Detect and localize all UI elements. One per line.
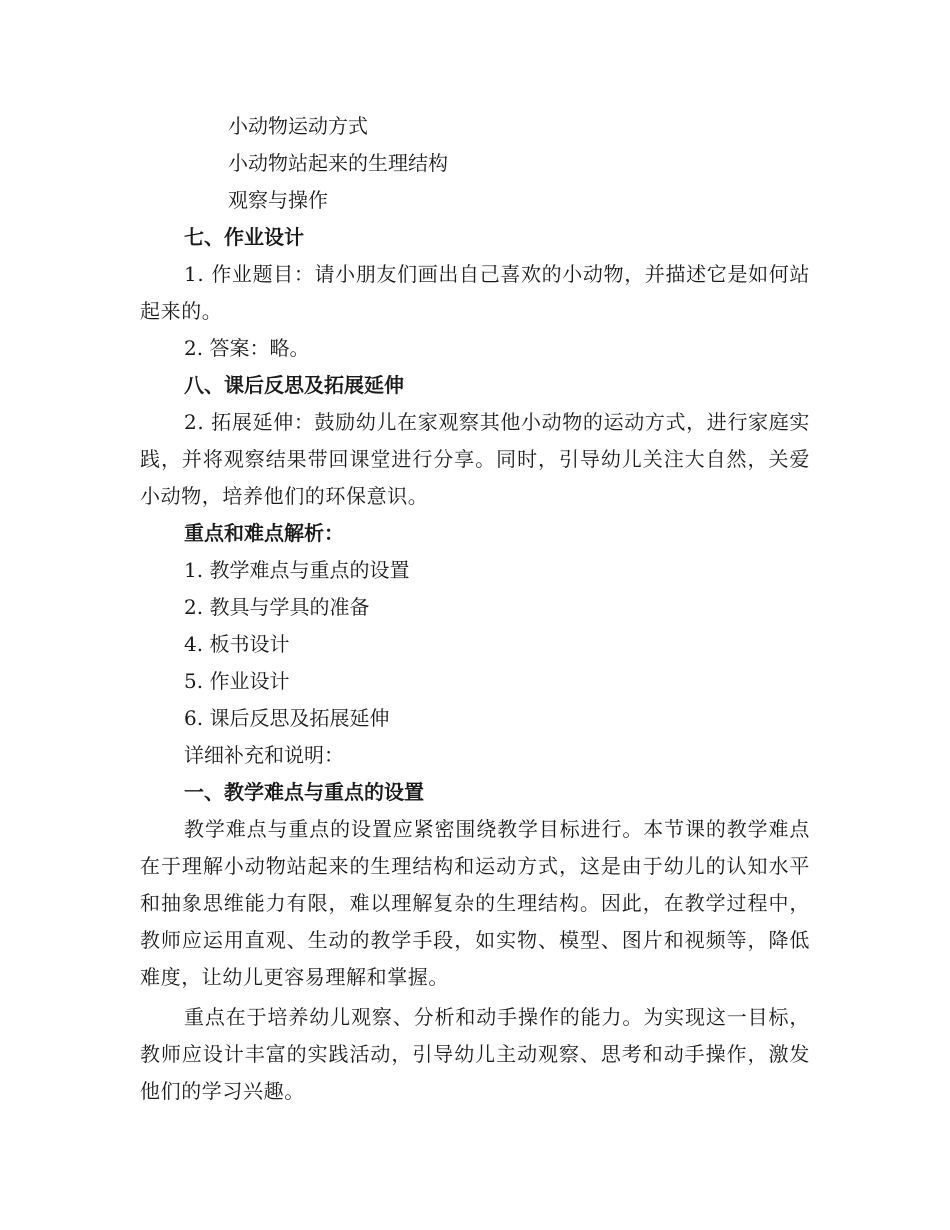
analysis-item: 5. 作业设计 — [184, 669, 290, 693]
section-heading-difficulty: 一、教学难点与重点的设置 — [184, 780, 424, 804]
analysis-heading: 重点和难点解析： — [184, 521, 344, 545]
analysis-item: 1. 教学难点与重点的设置 — [184, 558, 410, 582]
focus-paragraph: 重点在于培养幼儿观察、分析和动手操作的能力。为实现这一目标，教师应设计丰富的实践活动，引导幼儿主动观察、思考和动手操作，激发他们的学习兴趣。 — [140, 1005, 810, 1103]
analysis-item: 4. 板书设计 — [184, 632, 290, 656]
homework-item-2: 2. 答案：略。 — [184, 336, 310, 360]
section-heading-homework: 七、作业设计 — [184, 225, 304, 249]
outline-item: 小动物站起来的生理结构 — [228, 151, 448, 175]
document-page — [140, 108, 810, 1110]
section-heading-reflection: 八、课后反思及拓展延伸 — [184, 373, 404, 397]
analysis-item: 6. 课后反思及拓展延伸 — [184, 706, 390, 730]
reflection-item-2: 2. 拓展延伸：鼓励幼儿在家观察其他小动物的运动方式，进行家庭实践，并将观察结果带回课堂进行分享。同时，引导幼儿关注大自然，关爱小动物，培养他们的环保意识。 — [140, 410, 810, 508]
analysis-item: 2. 教具与学具的准备 — [184, 595, 370, 619]
outline-item: 观察与操作 — [228, 188, 328, 212]
difficulty-paragraph: 教学难点与重点的设置应紧密围绕教学目标进行。本节课的教学难点在于理解小动物站起来的生理结构和运动方式，这是由于幼儿的认知水平和抽象思维能力有限，难以理解复杂的生理结构。因此，在教学过程中，教师应运用直观、生动的教学手段，如实物、模型、图片和视频等，降低难度，让幼儿更容易理解和掌握。 — [140, 817, 810, 989]
details-heading: 详细补充和说明： — [184, 743, 344, 767]
homework-item-1: 1. 作业题目：请小朋友们画出自己喜欢的小动物，并描述它是如何站起来的。 — [140, 262, 810, 323]
outline-item: 小动物运动方式 — [228, 114, 368, 138]
